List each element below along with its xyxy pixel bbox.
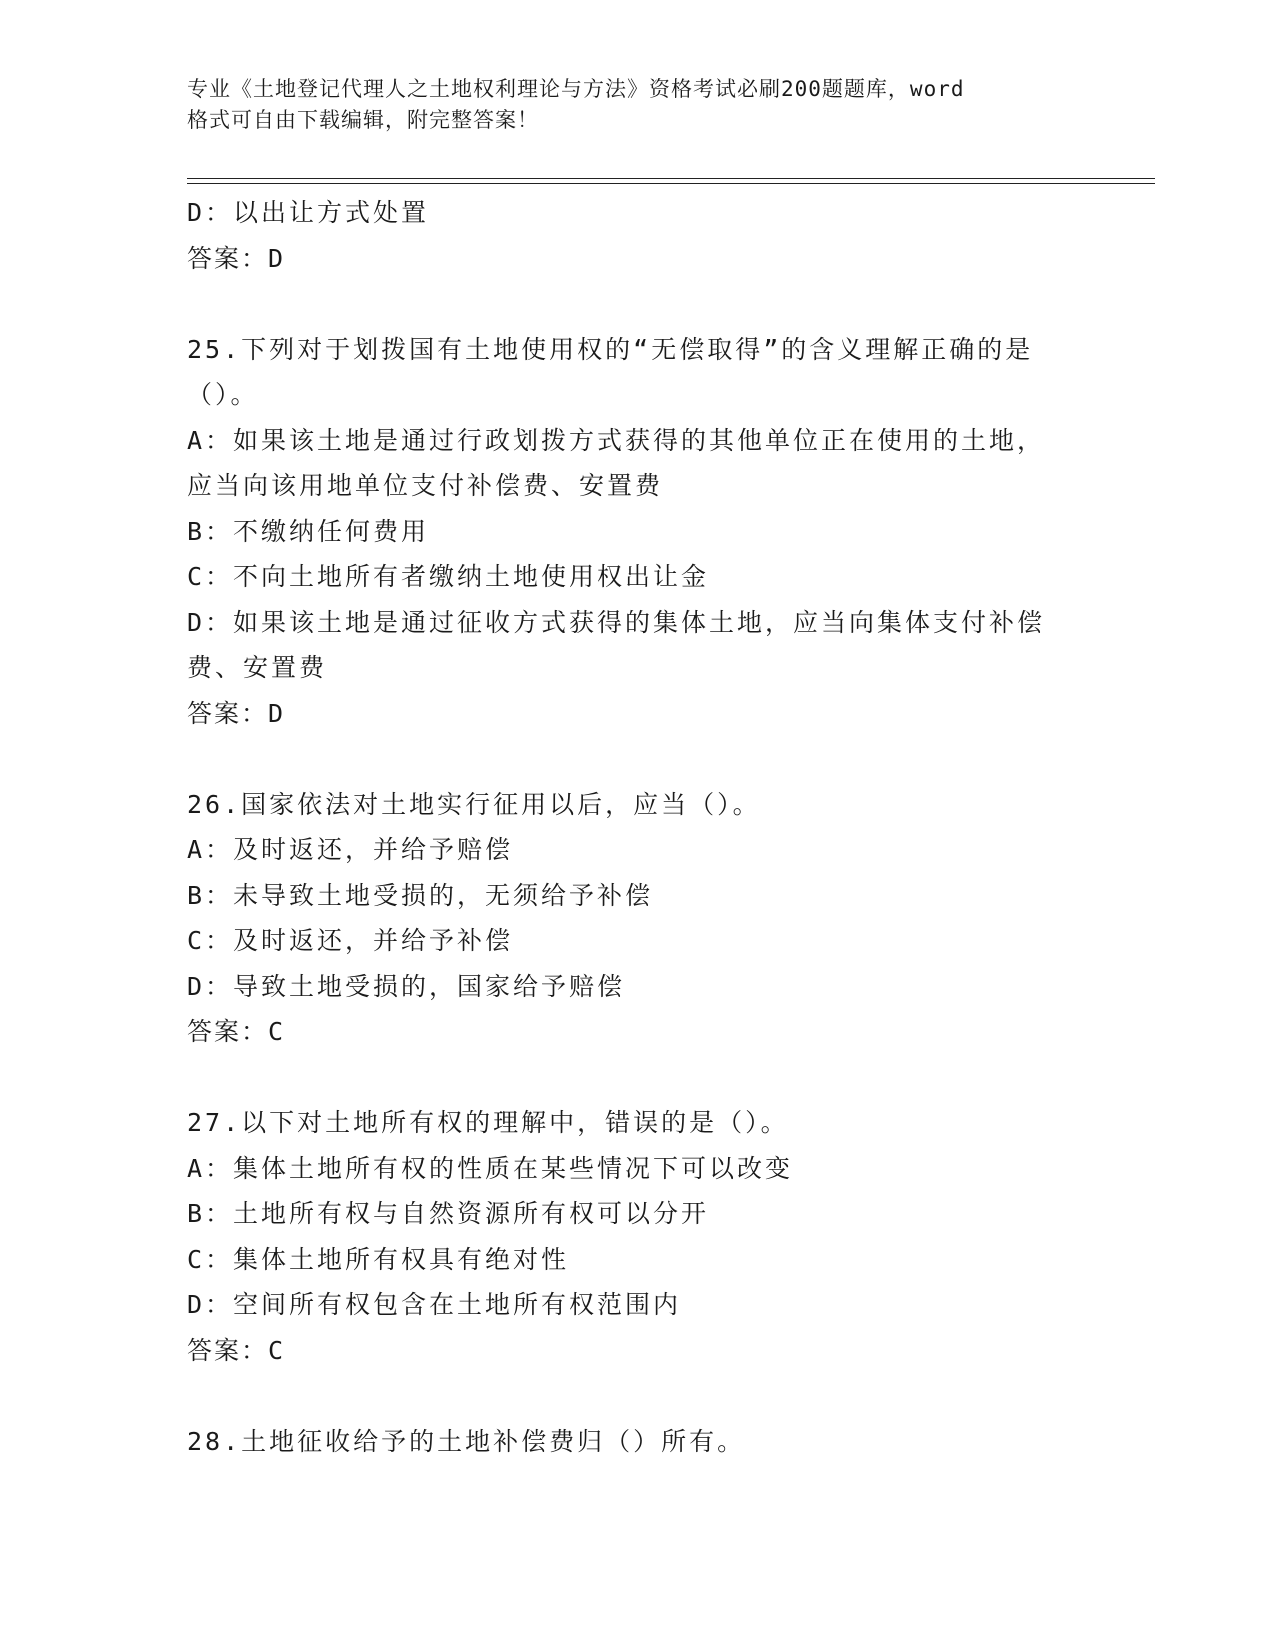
- answer: 答案：D: [187, 243, 286, 273]
- option-a-continued: 应当向该用地单位支付补偿费、安置费: [187, 471, 664, 500]
- option-c: C：及时返还，并给予补偿: [187, 926, 514, 955]
- answer: 答案：C: [187, 1335, 286, 1365]
- option-d-continued: 费、安置费: [187, 653, 328, 682]
- spacer: [187, 281, 1087, 327]
- option-c: C：集体土地所有权具有绝对性: [187, 1244, 570, 1274]
- option-b: B：不缴纳任何费用: [187, 516, 430, 546]
- header-divider-bottom: [187, 183, 1155, 184]
- option-d: D：导致土地受损的，国家给予赔偿: [187, 971, 626, 1001]
- answer: 答案：D: [187, 698, 286, 728]
- option-d: D：以出让方式处置: [187, 198, 430, 227]
- option-a: A：集体土地所有权的性质在某些情况下可以改变: [187, 1153, 794, 1183]
- question-25: [187, 327, 1087, 737]
- spacer: [187, 1373, 1087, 1419]
- option-d: D：如果该土地是通过征收方式获得的集体土地，应当向集体支付补偿: [187, 607, 1046, 637]
- option-a: A：及时返还，并给予赔偿: [187, 835, 514, 864]
- header-line-2: 格式可自由下载编辑，附完整答案！: [187, 108, 539, 132]
- answer: 答案：C: [187, 1017, 286, 1046]
- option-c: C：不向土地所有者缴纳土地使用权出让金: [187, 562, 710, 591]
- header-divider-top: [187, 178, 1155, 179]
- header-line-1: 专业《土地登记代理人之土地权利理论与方法》资格考试必刷200题题库，word: [187, 77, 965, 101]
- question-28: [187, 1419, 1087, 1465]
- document-header: [187, 74, 1087, 136]
- spacer: [187, 736, 1087, 782]
- option-a: A：如果该土地是通过行政划拨方式获得的其他单位正在使用的土地，: [187, 425, 1046, 455]
- question-27: [187, 1100, 1087, 1373]
- option-b: B：未导致土地受损的，无须给予补偿: [187, 880, 654, 910]
- question-stem: 27.以下对土地所有权的理解中，错误的是（）。: [187, 1108, 789, 1137]
- option-b: B：土地所有权与自然资源所有权可以分开: [187, 1199, 710, 1228]
- question-stem-continued: （）。: [187, 380, 259, 409]
- question-stem: 28.土地征收给予的土地补偿费归（）所有。: [187, 1426, 746, 1456]
- option-d: D：空间所有权包含在土地所有权范围内: [187, 1290, 682, 1319]
- spacer: [187, 1055, 1087, 1101]
- question-list: [187, 190, 1087, 1464]
- question-26: [187, 782, 1087, 1055]
- question-stem: 25.下列对于划拨国有土地使用权的“无偿取得”的含义理解正确的是: [187, 334, 1034, 364]
- question-24-tail: [187, 190, 1087, 281]
- question-stem: 26.国家依法对土地实行征用以后，应当（）。: [187, 789, 761, 819]
